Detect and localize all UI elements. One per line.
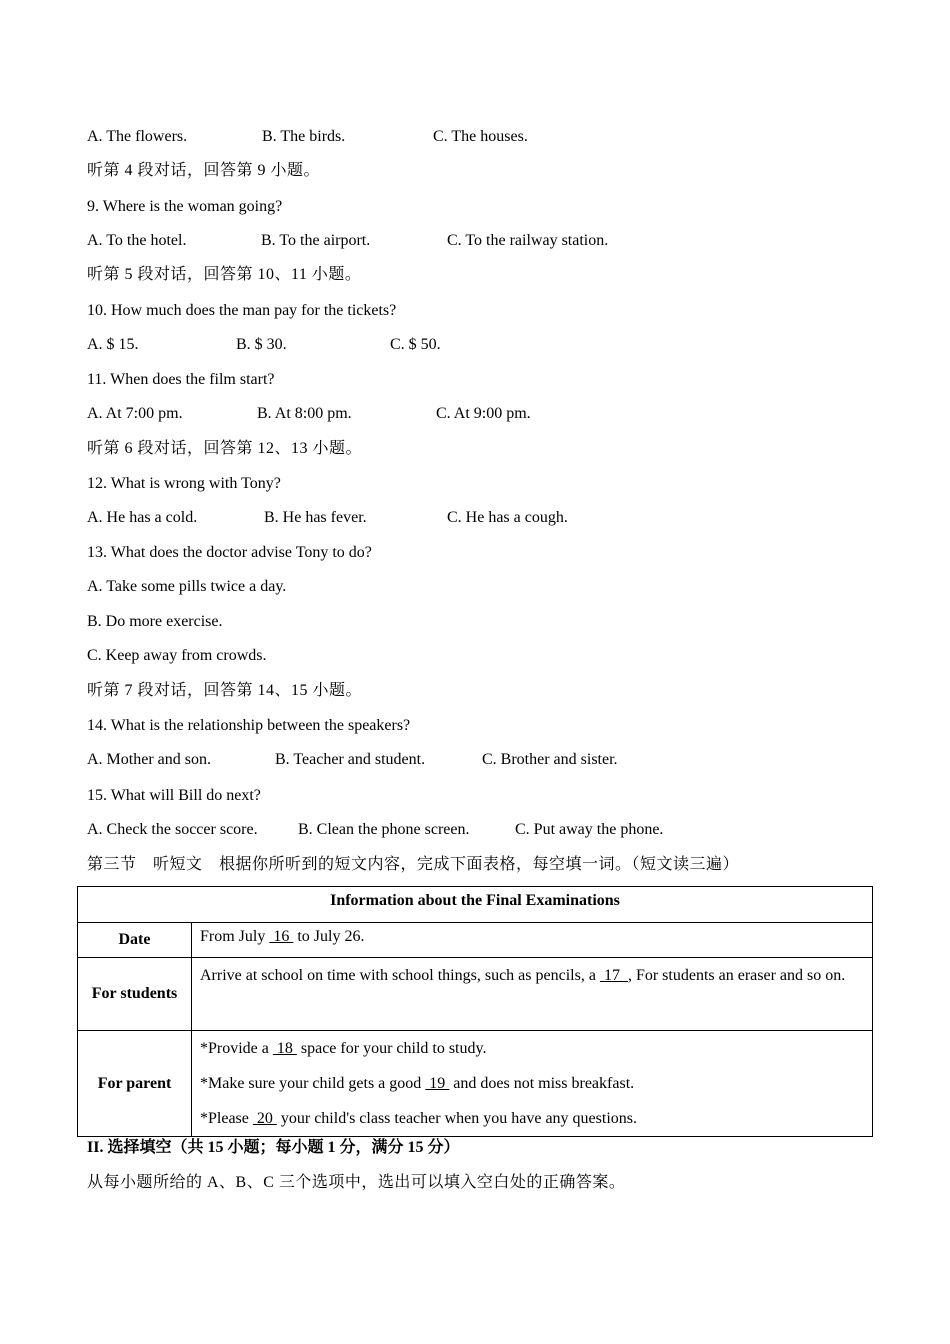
q11-option-b[interactable]: B. At 8:00 pm. [257,405,352,422]
q8-option-c[interactable]: C. The houses. [433,128,528,145]
q14-option-a[interactable]: A. Mother and son. [87,751,211,768]
q15-option-b[interactable]: B. Clean the phone screen. [298,821,470,838]
blank-20[interactable]: 20 [252,1110,277,1127]
parent-line-2: *Make sure your child gets a good 19 and does not miss breakfast. [200,1075,635,1092]
section4-instruction: 听第 4 段对话，回答第 9 小题。 [87,162,321,179]
q13-question: 13. What does the doctor advise Tony to do? [87,544,372,561]
q14-question: 14. What is the relationship between the speakers? [87,717,411,734]
q11-option-a[interactable]: A. At 7:00 pm. [87,405,183,422]
section7-instruction: 听第 7 段对话，回答第 14、15 小题。 [87,682,363,699]
row-header-date: Date [78,923,192,958]
q9-option-c[interactable]: C. To the railway station. [447,232,609,249]
q15-option-a[interactable]: A. Check the soccer score. [87,821,258,838]
part3-instruction: 第三节 听短文 根据你所听到的短文内容，完成下面表格，每空填一词。（短文读三遍） [87,856,740,873]
part2-instruction: 从每小题所给的 A、B、C 三个选项中，选出可以填入空白处的正确答案。 [87,1174,626,1191]
table-row-students [78,958,873,1031]
q10-option-c[interactable]: C. $ 50. [390,336,441,353]
q12-question: 12. What is wrong with Tony? [87,475,281,492]
q12-option-a[interactable]: A. He has a cold. [87,509,198,526]
q9-option-a[interactable]: A. To the hotel. [87,232,187,249]
q12-option-b[interactable]: B. He has fever. [264,509,367,526]
final-exam-info-table [77,886,873,1137]
q8-option-a[interactable]: A. The flowers. [87,128,188,145]
q14-option-c[interactable]: C. Brother and sister. [482,751,618,768]
q12-option-c[interactable]: C. He has a cough. [447,509,568,526]
q13-option-c[interactable]: C. Keep away from crowds. [87,647,267,664]
q14-option-b[interactable]: B. Teacher and student. [275,751,426,768]
parent-content [192,1031,873,1137]
section6-instruction: 听第 6 段对话，回答第 12、13 小题。 [87,440,363,457]
q13-option-a[interactable]: A. Take some pills twice a day. [87,578,287,595]
q11-question: 11. When does the film start? [87,371,275,388]
q8-option-b[interactable]: B. The birds. [262,128,346,145]
section5-instruction: 听第 5 段对话，回答第 10、11 小题。 [87,266,362,283]
q9-option-b[interactable]: B. To the airport. [261,232,371,249]
q13-option-b[interactable]: B. Do more exercise. [87,613,223,630]
blank-16[interactable]: 16 [269,928,294,945]
q9-question: 9. Where is the woman going? [87,198,283,215]
table-row-parent [78,1031,873,1137]
part2-heading: II. 选择填空（共 15 小题；每小题 1 分，满分 15 分） [87,1139,460,1156]
table-row-date [78,923,873,958]
q10-option-b[interactable]: B. $ 30. [236,336,287,353]
students-content: Arrive at school on time with school things, such as pencils, a 17 , For students an eraser and so on. [192,958,873,1031]
q10-question: 10. How much does the man pay for the tickets? [87,302,397,319]
q15-question: 15. What will Bill do next? [87,787,261,804]
blank-19[interactable]: 19 [425,1075,450,1092]
q15-option-c[interactable]: C. Put away the phone. [515,821,664,838]
row-header-students: For students [78,958,192,1031]
date-content: From July 16 to July 26. [192,923,873,958]
blank-18[interactable]: 18 [272,1040,297,1057]
blank-17[interactable]: 17 [599,967,628,984]
row-header-parent: For parent [78,1031,192,1137]
parent-line-1: *Provide a 18 space for your child to study. [200,1040,487,1057]
table-title: Information about the Final Examinations [78,887,873,923]
q11-option-c[interactable]: C. At 9:00 pm. [436,405,531,422]
q10-option-a[interactable]: A. $ 15. [87,336,139,353]
parent-line-3: *Please 20 your child's class teacher when you have any questions. [200,1110,637,1127]
